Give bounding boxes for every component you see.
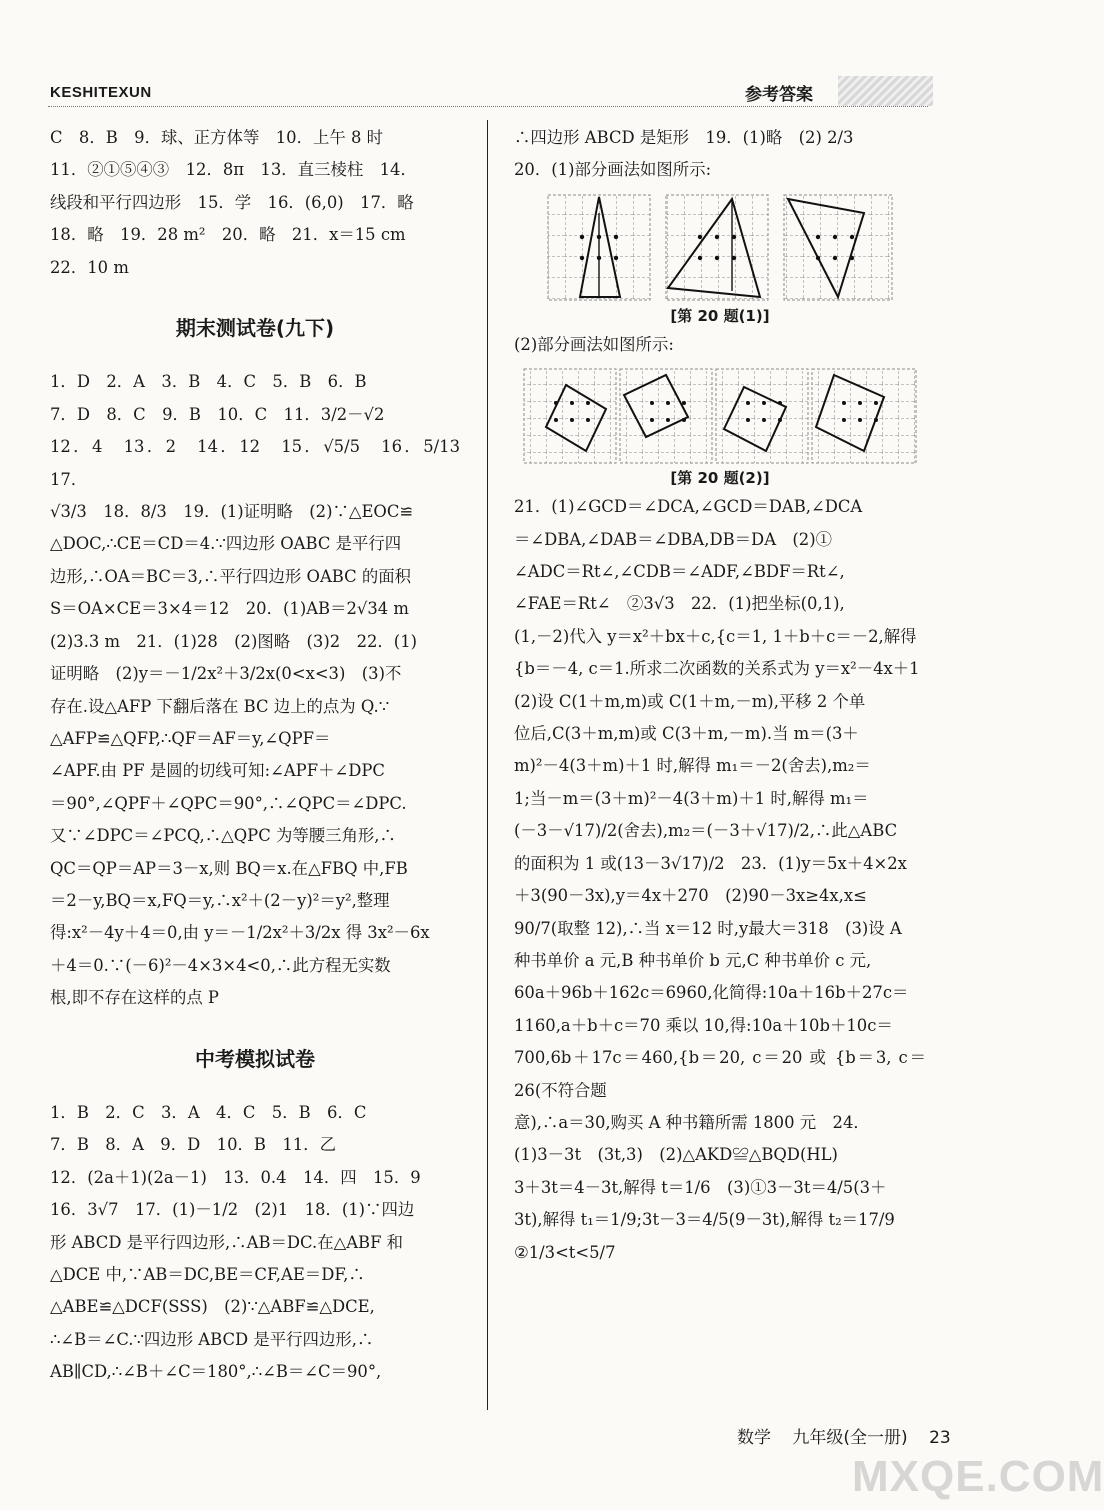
- answer-line: 16．3√7 17．(1)－1/2 (2)1 18．(1)∵四边: [50, 1200, 415, 1220]
- answer-line: 意),∴a＝30,购买 A 种书籍所需 1800 元 24．: [514, 1112, 870, 1132]
- answer-line: ②1/3<t<5/7: [514, 1242, 616, 1262]
- answer-line: AB∥CD,∴∠B＋∠C＝180°,∴∠B＝∠C＝90°,: [50, 1362, 382, 1382]
- answer-line: ∠APF.由 PF 是圆的切线可知:∠APF＋∠DPC: [50, 761, 385, 781]
- right-column: [514, 122, 926, 1269]
- answer-line: 根,即不存在这样的点 P: [50, 988, 219, 1008]
- answer-line: 得:x²－4y＋4＝0,由 y＝－1/2x²＋3/2x 得 3x²－6x: [50, 923, 430, 943]
- answer-line: (2)部分画法如图所示:: [514, 334, 674, 354]
- answer-line: 1．B 2．C 3．A 4．C 5．B 6．C: [50, 1102, 367, 1122]
- answer-line: √3/3 18．8/3 19．(1)证明略 (2)∵△EOC≌: [50, 502, 414, 522]
- answer-line: 1;当－m＝(3＋m)²－4(3＋m)＋1 时,解得 m₁＝: [514, 788, 869, 808]
- answer-line: ＝90°,∠QPF＋∠QPC＝90°,∴∠QPC＝∠DPC.: [50, 793, 407, 813]
- answer-line: m)²－4(3＋m)＋1 时,解得 m₁＝－2(舍去),m₂＝: [514, 756, 871, 776]
- answer-line: ∴四边形 ABCD 是矩形 19．(1)略 (2) 2/3: [514, 128, 854, 147]
- answer-line: 边形,∴OA＝BC＝3,∴平行四边形 OABC 的面积: [50, 566, 412, 586]
- answer-line: △ABE≌△DCF(SSS) (2)∵△ABF≌△DCE,: [50, 1297, 375, 1317]
- answer-line: 12．4 13．2 14．12 15．√5/5 16．5/13 17．: [50, 437, 477, 489]
- answer-line: 的面积为 1 或(13－3√17)/2 23．(1)y＝5x＋4×2x: [514, 853, 907, 873]
- header-decoration: [838, 76, 933, 106]
- mock-exam-answers: [50, 1097, 460, 1389]
- answer-line: △DCE 中,∵AB＝DC,BE＝CF,AE＝DF,∴: [50, 1265, 365, 1284]
- answer-line: 存在.设△AFP 下翻后落在 BC 边上的点为 Q.∵: [50, 696, 390, 716]
- answer-line: △DOC,∴CE＝CD＝4.∵四边形 OABC 是平行四: [50, 534, 402, 554]
- figure-20-2-caption: [第 20 题(2)]: [670, 469, 770, 488]
- answer-line: 60a＋96b＋162c＝6960,化简得:10a＋16b＋27c＝: [514, 983, 909, 1003]
- header-title: 参考答案: [745, 85, 813, 105]
- grid-panel-1: [548, 195, 650, 300]
- answer-line: 11．②①⑤④③ 12．8π 13．直三棱柱 14．: [50, 160, 417, 180]
- answer-line: (1)3－3t (3t,3) (2)△AKD≌△BQD(HL): [514, 1145, 838, 1165]
- answer-line: 线段和平行四边形 15．学 16．(6,0) 17．略: [50, 192, 414, 212]
- figure-20-1-diagram: [514, 193, 926, 305]
- column-divider: [487, 120, 488, 1410]
- grid-panel-a: [524, 369, 616, 463]
- grid-panel-d: [812, 369, 916, 463]
- section-title-mock-exam: 中考模拟试卷: [195, 1046, 315, 1071]
- watermark: MXQE.COM: [852, 1452, 1104, 1501]
- answer-line: 位后,C(3＋m,m)或 C(3＋m,－m).当 m＝(3＋: [514, 724, 859, 744]
- answer-line: ＋4＝0.∵(－6)²－4×3×4<0,∴此方程无实数: [50, 955, 391, 975]
- answer-line: (2)3.3 m 21．(1)28 (2)图略 (3)2 22．(1): [50, 631, 418, 651]
- answer-line: ∠ADC＝Rt∠,∠CDB＝∠ADF,∠BDF＝Rt∠,: [514, 562, 845, 582]
- grid-panel-2: [666, 195, 768, 300]
- top-answers: [50, 122, 460, 284]
- final-exam-answers: [50, 366, 477, 1014]
- answer-line: 证明略 (2)y＝－1/2x²＋3/2x(0<x<3) (3)不: [50, 664, 402, 684]
- answer-line: S＝OA×CE＝3×4＝12 20．(1)AB＝2√34 m: [50, 599, 409, 619]
- answer-line: △AFP≌△QFP,∴QF＝AF＝y,∠QPF＝: [50, 728, 331, 748]
- left-column: [50, 122, 477, 1389]
- answer-line: 形 ABCD 是平行四边形,∴AB＝DC.在△ABF 和: [50, 1232, 404, 1252]
- answer-line: (－3－√17)/2(舍去),m₂＝(－3＋√17)/2,∴此△ABC: [514, 821, 898, 841]
- answer-line: 20．(1)部分画法如图所示:: [514, 160, 712, 180]
- answer-line: 12．(2a＋1)(2a－1) 13．0.4 14．四 15．9: [50, 1167, 421, 1187]
- answer-line: 90/7(取整 12),∴当 x＝12 时,y最大＝318 (3)设 A: [514, 918, 902, 938]
- answer-line: (2)设 C(1＋m,m)或 C(1＋m,－m),平移 2 个单: [514, 691, 866, 711]
- answer-line: 3＋3t＝4－3t,解得 t＝1/6 (3)①3－3t＝4/5(3＋: [514, 1177, 887, 1197]
- page-number: 23: [929, 1428, 951, 1448]
- grid-panel-3: [784, 195, 892, 300]
- answer-line: 3t),解得 t₁＝1/9;3t－3＝4/5(9－3t),解得 t₂＝17/9: [514, 1210, 895, 1230]
- answer-line: ＋3(90－3x),y＝4x＋270 (2)90－3x≥4x,x≤: [514, 886, 867, 906]
- header-divider: [48, 106, 928, 107]
- answer-line: 种书单价 a 元,B 种书单价 b 元,C 种书单价 c 元,: [514, 950, 872, 970]
- figure-20-2: [514, 367, 926, 489]
- answer-line: (1,－2)代入 y＝x²＋bx＋c,{c＝1, 1＋b＋c＝－2,解得: [514, 626, 917, 646]
- grid-panel-c: [716, 369, 808, 463]
- figure-20-1-caption: [第 20 题(1)]: [670, 306, 770, 325]
- answer-line: ＝2－y,BQ＝x,FQ＝y,∴x²＋(2－y)²＝y²,整理: [50, 890, 390, 910]
- answer-line: 7．B 8．A 9．D 10．B 11．乙: [50, 1135, 336, 1155]
- answer-line: 1160,a＋b＋c＝70 乘以 10,得:10a＋10b＋10c＝: [514, 1015, 893, 1035]
- answer-line: 又∵∠DPC＝∠PCQ,∴△QPC 为等腰三角形,∴: [50, 826, 396, 846]
- page-footer: [737, 1423, 967, 1448]
- section-title-final-exam: 期末测试卷(九下): [175, 316, 335, 341]
- answer-line: 7．D 8．C 9．B 10．C 11．3/2－√2: [50, 404, 385, 424]
- answer-line: 22．10 m: [50, 257, 129, 277]
- answer-line: 700,6b＋17c＝460,{b＝20, c＝20 或 {b＝3, c＝26(不符合题: [514, 1048, 926, 1100]
- figure-20-1: [514, 193, 926, 327]
- answer-line: ∠FAE＝Rt∠ ②3√3 22．(1)把坐标(0,1),: [514, 594, 845, 614]
- answer-line: {b＝－4, c＝1.所求二次函数的关系式为 y＝x²－4x＋1: [514, 659, 920, 679]
- grid-panel-b: [620, 369, 712, 463]
- answer-line: C 8．B 9．球、正方体等 10．上午 8 时: [50, 128, 384, 147]
- answer-line: 21．(1)∠GCD＝∠DCA,∠GCD＝DAB,∠DCA: [514, 497, 863, 517]
- footer-grade: 九年级(全一册): [792, 1428, 908, 1448]
- answer-line: ∴∠B＝∠C.∵四边形 ABCD 是平行四边形,∴: [50, 1329, 374, 1349]
- figure-20-2-diagram: [514, 367, 926, 467]
- answer-line: QC＝QP＝AP＝3－x,则 BQ＝x.在△FBQ 中,FB: [50, 858, 408, 878]
- right-answers: [514, 491, 926, 1269]
- answer-line: 1．D 2．A 3．B 4．C 5．B 6．B: [50, 372, 367, 392]
- header-brand: KESHITEXUN: [50, 84, 152, 101]
- answer-line: ＝∠DBA,∠DAB＝∠DBA,DB＝DA (2)①: [514, 529, 833, 549]
- answer-line: 18．略 19．28 m² 20．略 21．x＝15 cm: [50, 225, 406, 245]
- footer-subject: 数学: [737, 1428, 771, 1448]
